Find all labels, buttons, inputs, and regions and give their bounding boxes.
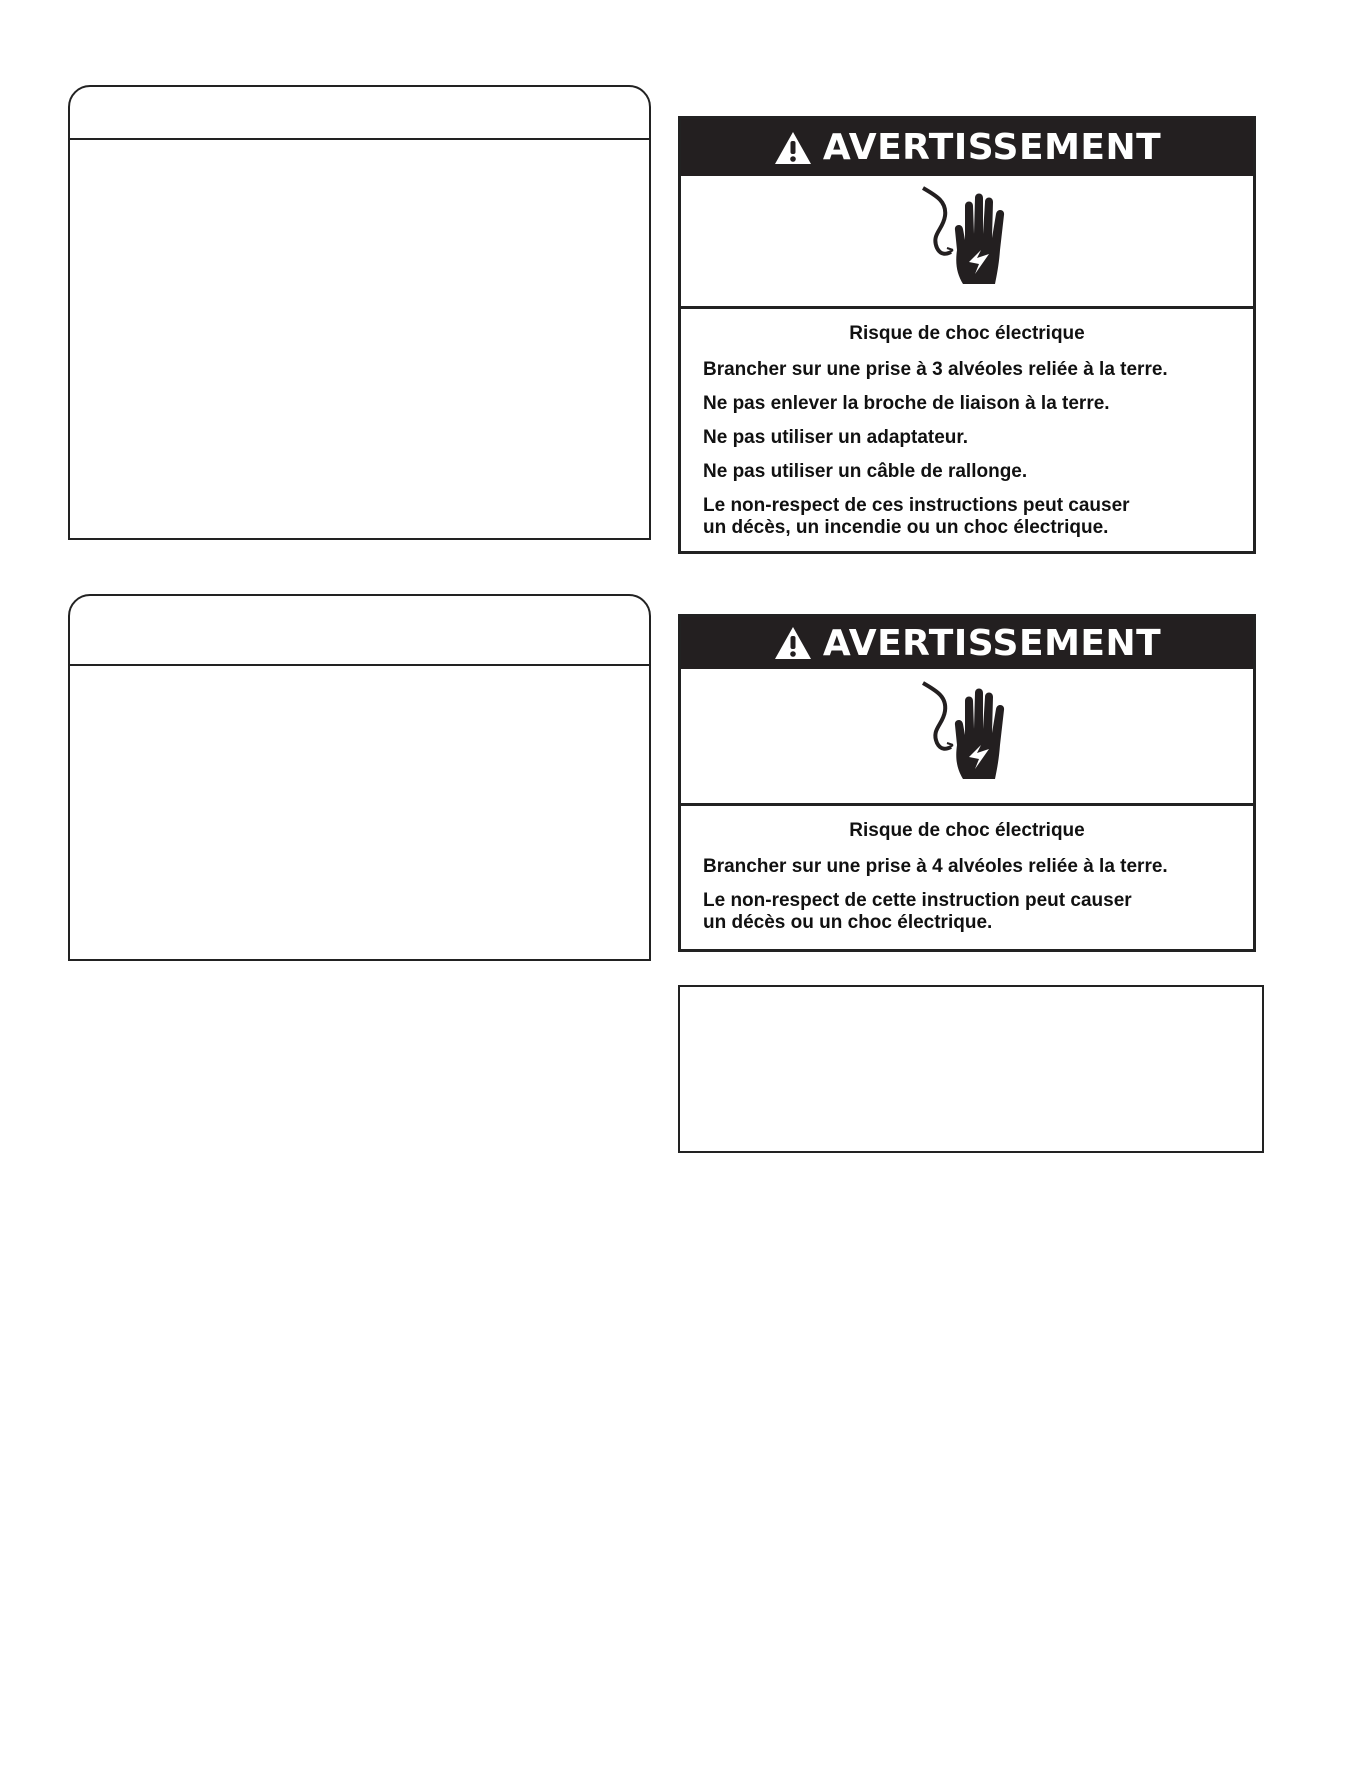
warning-triangle-icon [773,130,813,166]
warning-instruction: Brancher sur une prise à 4 alvéoles reliée à la terre. [703,856,1168,877]
warning-consequence [703,495,1231,539]
warning-icon-row [681,176,1253,309]
warning-instruction: Brancher sur une prise à 3 alvéoles reliée à la terre. [703,359,1168,380]
warning-consequence-line: un décès ou un choc électrique. [703,912,993,933]
warning-title: Risque de choc électrique [849,820,1085,841]
warning-box-grounding-3-prong [678,116,1256,554]
warning-instruction: Ne pas utiliser un adaptateur. [703,427,969,448]
warning-consequence [703,890,1231,934]
warning-title: Risque de choc électrique [849,323,1085,344]
warning-consequence-line: un décès, un incendie ou un choc électrique. [703,517,1109,538]
warning-body [681,309,1253,551]
left-panel-1-tab [68,85,651,140]
warning-box-grounding-4-prong [678,614,1256,952]
warning-instruction: Ne pas enlever la broche de liaison à la terre. [703,393,1110,414]
warning-icon-row [681,669,1253,806]
warning-header-text: AVERTISSEMENT [822,622,1162,664]
warning-header [681,617,1253,669]
warning-triangle-icon [773,625,813,661]
warning-header-text: AVERTISSEMENT [822,127,1162,168]
warning-header [681,119,1253,176]
note-box [678,985,1264,1153]
left-panel-2-tab [68,594,651,666]
warning-body [681,806,1253,946]
warning-consequence-line: Le non-respect de cette instruction peut causer [703,890,1132,911]
warning-consequence-line: Le non-respect de ces instructions peut causer [703,495,1130,516]
left-panel-2-body [68,664,651,961]
warning-instruction: Ne pas utiliser un câble de rallonge. [703,461,1028,482]
left-panel-1-body [68,138,651,540]
electric-shock-hand-icon [917,184,1017,299]
electric-shock-hand-icon [917,679,1017,794]
